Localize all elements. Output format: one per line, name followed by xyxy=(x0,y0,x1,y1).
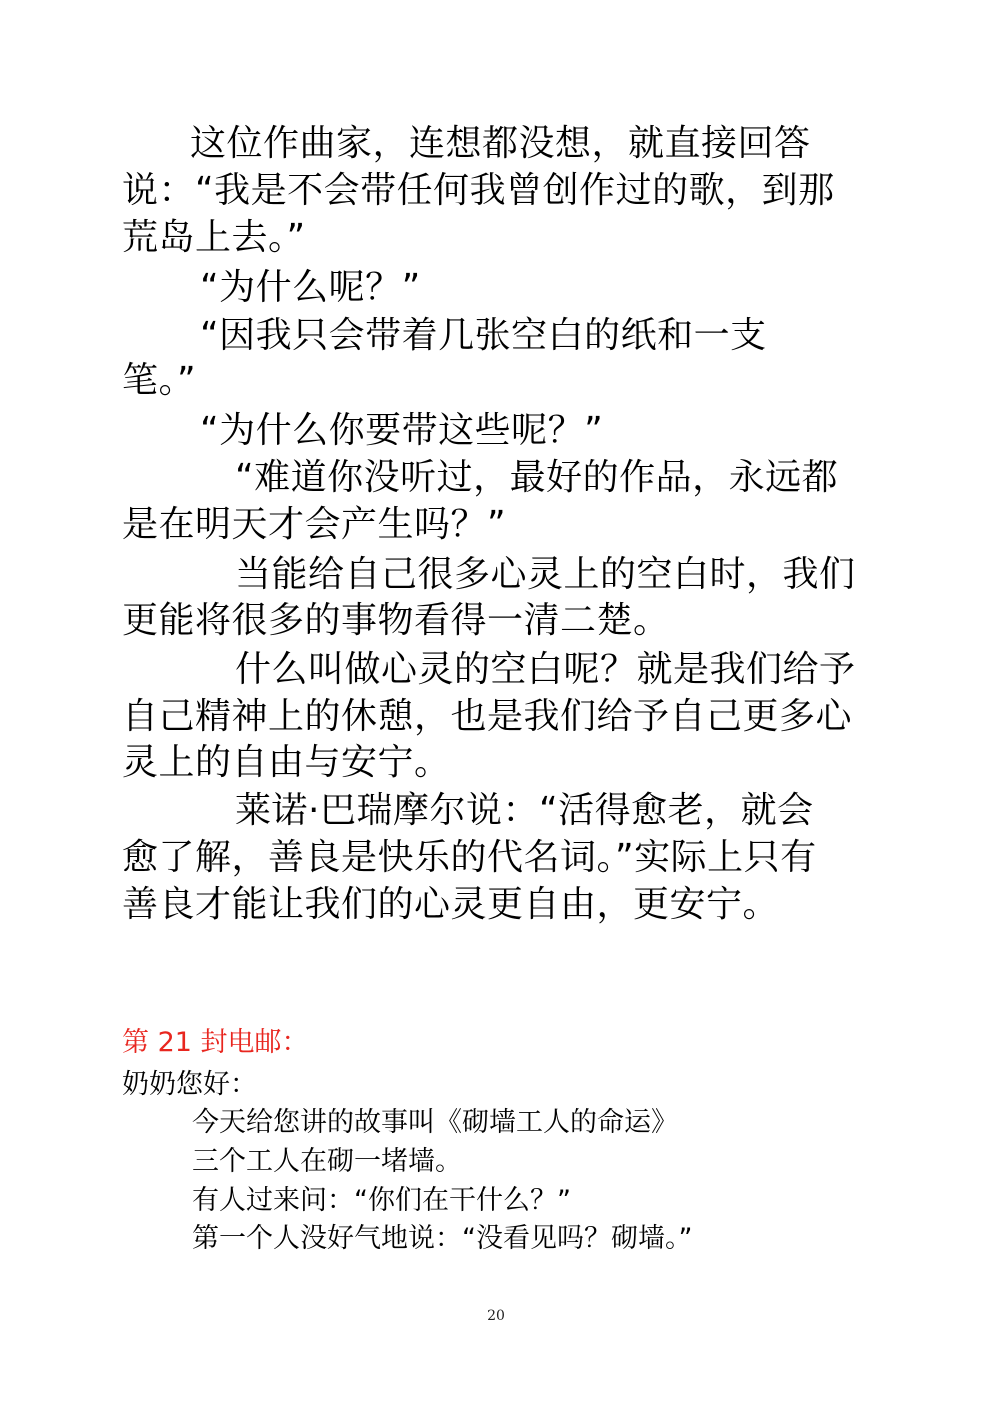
story-line-8: “难道你没听过，最好的作品，永远都 xyxy=(235,457,839,498)
story-line-10: 当能给自己很多心灵上的空白时，我们 xyxy=(235,554,856,595)
story-line-5: “因我只会带着几张空白的纸和一支 xyxy=(200,315,767,356)
email-heading: 第 21 封电邮： xyxy=(122,1027,309,1058)
story-line-15: 莱诺·巴瑞摩尔说：“活得愈老，就会 xyxy=(235,790,814,831)
story-line-7: “为什么你要带这些呢？” xyxy=(200,410,604,451)
email-line-4: 第一个人没好气地说：“没看见吗？砌墙。” xyxy=(192,1223,693,1254)
page-number: 20 xyxy=(487,1308,505,1324)
story-line-3: 荒岛上去。” xyxy=(122,217,306,258)
story-line-4: “为什么呢？” xyxy=(200,267,421,308)
email-line-2: 三个工人在砌一堵墙。 xyxy=(192,1146,462,1177)
story-line-9: 是在明天才会产生吗？” xyxy=(122,504,507,545)
story-line-11: 更能将很多的事物看得一清二楚。 xyxy=(122,600,670,641)
story-line-14: 灵上的自由与安宁。 xyxy=(122,742,451,783)
story-line-16: 愈了解，善良是快乐的代名词。”实际上只有 xyxy=(122,837,817,878)
story-line-12: 什么叫做心灵的空白呢？就是我们给予 xyxy=(235,649,856,690)
story-line-2: 说：“我是不会带任何我曾创作过的歌，到那 xyxy=(122,170,835,211)
story-line-6: 笔。” xyxy=(122,360,197,401)
story-line-17: 善良才能让我们的心灵更自由，更安宁。 xyxy=(122,884,780,925)
story-line-1: 这位作曲家，连想都没想，就直接回答 xyxy=(190,123,811,164)
email-line-3: 有人过来问：“你们在干什么？” xyxy=(192,1185,571,1216)
email-line-1: 今天给您讲的故事叫《砌墙工人的命运》 xyxy=(192,1107,678,1138)
story-line-13: 自己精神上的休憩，也是我们给予自己更多心 xyxy=(122,696,853,737)
email-greeting: 奶奶您好： xyxy=(122,1069,257,1100)
